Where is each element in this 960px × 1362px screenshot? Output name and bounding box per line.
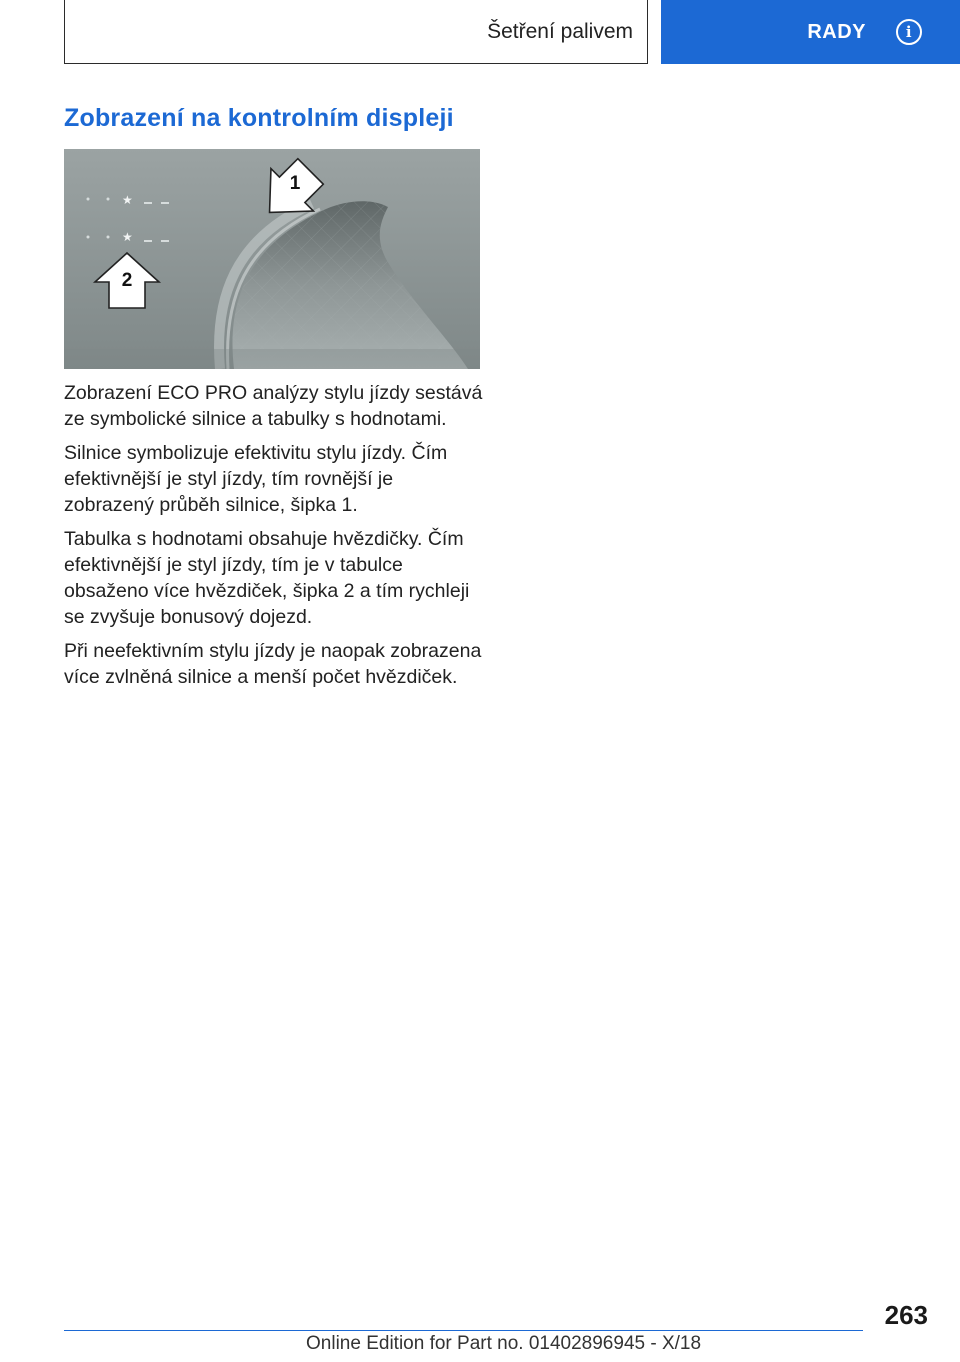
paragraph: Při neefektivním stylu jízdy je naopak zobrazena více zvlněná silnice a menší počet hvězdiček. bbox=[64, 640, 482, 688]
header-brand-box[interactable] bbox=[661, 0, 960, 64]
paragraph: Tabulka s hodnotami obsahuje hvězdičky. Čím efektivnější je styl jízdy, tím je v tabulce obsaženo více hvězdiček, šipka 2 a tím rychleji se zvyšuje bonusový dojezd. bbox=[64, 528, 470, 628]
info-circle-icon[interactable]: i bbox=[896, 19, 922, 45]
page-number: 263 bbox=[884, 1300, 928, 1330]
svg-text:★: ★ bbox=[122, 230, 133, 244]
svg-text:★: ★ bbox=[122, 193, 133, 207]
body-text bbox=[64, 380, 484, 698]
section-title: Šetření palivem bbox=[487, 19, 633, 43]
eco-pro-display-figure bbox=[64, 149, 480, 369]
callout-1-label: 1 bbox=[289, 173, 301, 194]
footer-divider bbox=[64, 1330, 863, 1331]
paragraph: Silnice symbolizuje efektivitu stylu jízdy. Čím efektivnější je styl jízdy, tím rovnější je zobrazený průběh silnice, šipka 1. bbox=[64, 442, 448, 516]
paragraph: Zobrazení ECO PRO analýzy stylu jízdy sestává ze symbolické silnice a tabulky s hodnotami. bbox=[64, 382, 483, 430]
page-title: Zobrazení na kontrolním displeji bbox=[64, 104, 454, 132]
header-section-box bbox=[64, 0, 648, 64]
callout-2-label: 2 bbox=[121, 270, 133, 291]
eco-pro-display-illustration bbox=[64, 149, 480, 369]
brand-label: RADY bbox=[807, 20, 866, 43]
footer-edition-text: Online Edition for Part no. 01402896945 - X/18 bbox=[306, 1333, 702, 1354]
